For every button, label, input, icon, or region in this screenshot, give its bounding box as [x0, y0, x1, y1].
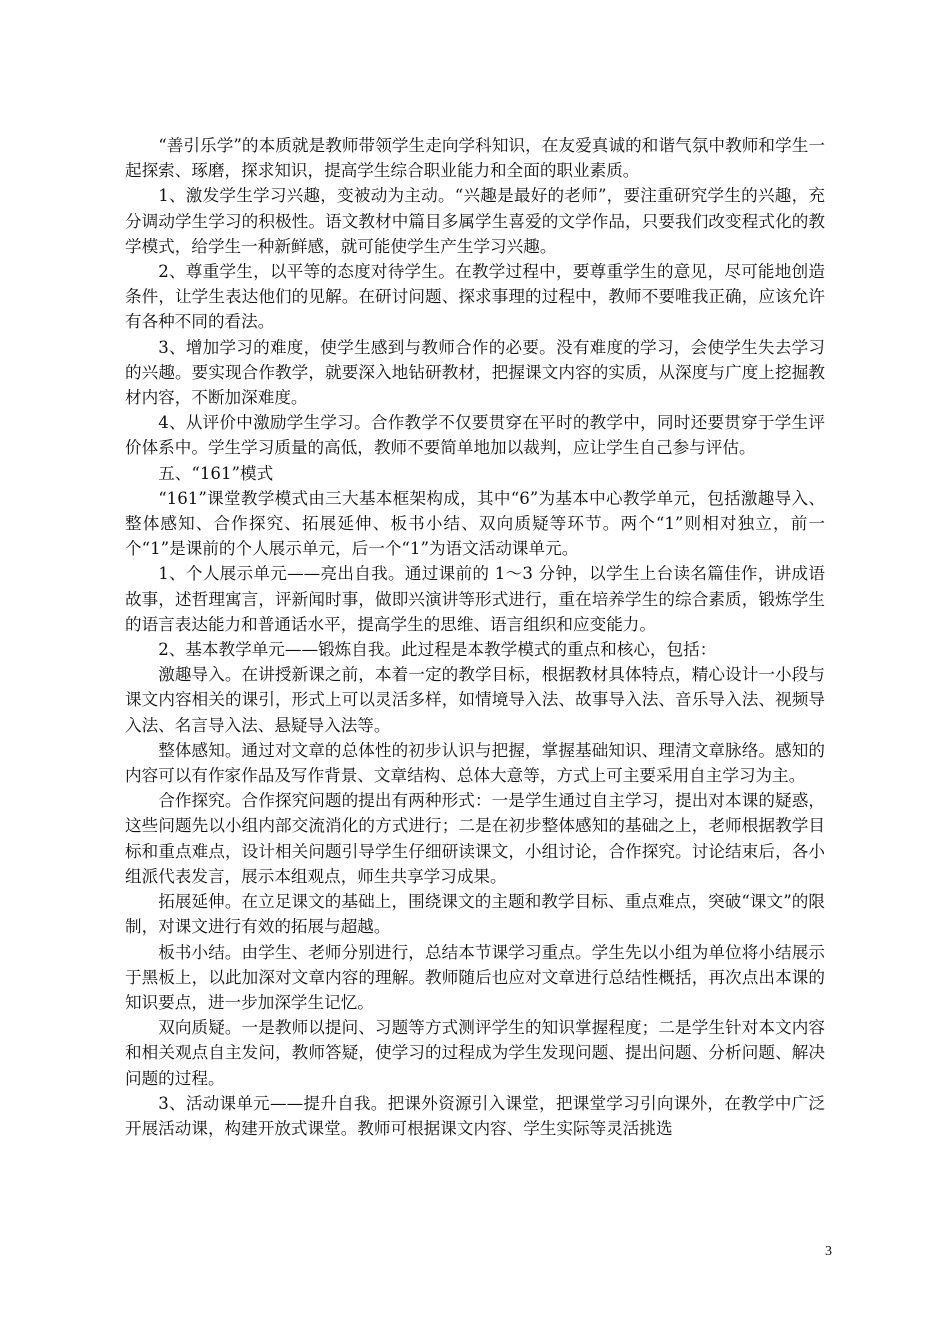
- paragraph: 3、增加学习的难度，使学生感到与教师合作的必要。没有难度的学习，会使学生失去学习的兴趣。要实现合作教学，就要深入地钻研教材，把握课文内容的实质，从深度与广度上挖掘教材内容，不断加深难度。: [125, 337, 825, 408]
- section-heading: 五、“161”模式: [158, 463, 274, 483]
- paragraph: 拓展延伸。在立足课文的基础上，围绕课文的主题和教学目标、重点难点，突破“课文”的限制，对课文进行有效的拓展与超越。: [125, 892, 825, 937]
- paragraph: 3、活动课单元——提升自我。把课外资源引入课堂，把课堂学习引向课外，在教学中广泛开展活动课，构建开放式课堂。教师可根据课文内容、学生实际等灵活挑选: [125, 1093, 825, 1138]
- paragraph: 激趣导入。在讲授新课之前，本着一定的教学目标，根据教材具体特点，精心设计一小段与课文内容相关的课引，形式上可以灵活多样，如情境导入法、故事导入法、音乐导入法、视频导入法、名言导入法、悬疑导入法等。: [125, 665, 825, 735]
- paragraph: 2、尊重学生，以平等的态度对待学生。在教学过程中，要尊重学生的意见，尽可能地创造条件，让学生表达他们的见解。在研讨问题、探求事理的过程中，教师不要唯我正确，应该允许有各种不同的看法。: [125, 262, 825, 332]
- paragraph: 4、从评价中激励学生学习。合作教学不仅要贯穿在平时的教学中，同时还要贯穿于学生评价体系中。学生学习质量的高低，教师不要简单地加以裁判，应让学生自己参与评估。: [125, 413, 825, 458]
- page-number: 3: [825, 1244, 832, 1259]
- paragraph: 1、激发学生学习兴趣，变被动为主动。“兴趣是最好的老师”，要注重研究学生的兴趣，充分调动学生学习的积极性。语文教材中篇目多属学生喜爱的文学作品，只要我们改变程式化的教学模式，给学生一种新鲜感，就可能使学生产生学习兴趣。: [125, 186, 825, 256]
- paragraph: 2、基本教学单元——锻炼自我。此过程是本教学模式的重点和核心，包括：: [158, 640, 717, 660]
- document-body: [125, 133, 825, 1141]
- paragraph: “善引乐学”的本质就是教师带领学生走向学科知识，在友爱真诚的和谐气氛中教师和学生一起探索、琢磨，探求知识，提高学生综合职业能力和全面的职业素质。: [125, 136, 825, 181]
- paragraph: 合作探究。合作探究问题的提出有两种形式：一是学生通过自主学习，提出对本课的疑惑，这些问题先以小组内部交流消化的方式进行；二是在初步整体感知的基础之上，老师根据教学目标和重点难点，设计相关问题引导学生仔细研读课文，小组讨论，合作探究。讨论结束后，各小组派代表发言，展示本组观点，师生共享学习成果。: [125, 791, 825, 886]
- paragraph: “161”课堂教学模式由三大基本框架构成，其中“6”为基本中心教学单元，包括激趣导入、整体感知、合作探究、拓展延伸、板书小结、双向质疑等环节。两个“1”则相对独立，前一个“1”是课前的个人展示单元，后一个“1”为语文活动课单元。: [125, 488, 825, 559]
- paragraph: 1、个人展示单元——亮出自我。通过课前的 1～3 分钟，以学生上台读名篇佳作，讲成语故事，述哲理寓言，评新闻时事，做即兴演讲等形式进行，重在培养学生的综合素质，锻炼学生的语言表达能力和普通话水平，提高学生的思维、语言组织和应变能力。: [125, 564, 825, 634]
- paragraph: 板书小结。由学生、老师分别进行，总结本节课学习重点。学生先以小组为单位将小结展示于黑板上，以此加深对文章内容的理解。教师随后也应对文章进行总结性概括，再次点出本课的知识要点，进一步加深学生记忆。: [125, 942, 825, 1012]
- paragraph: 双向质疑。一是教师以提问、习题等方式测评学生的知识掌握程度；二是学生针对本文内容和相关观点自主发问，教师答疑，使学习的过程成为学生发现问题、提出问题、分析问题、解决问题的过程。: [125, 1018, 825, 1088]
- paragraph: 整体感知。通过对文章的总体性的初步认识与把握，掌握基础知识、理清文章脉络。感知的内容可以有作家作品及写作背景、文章结构、总体大意等，方式上可主要采用自主学习为主。: [125, 740, 825, 786]
